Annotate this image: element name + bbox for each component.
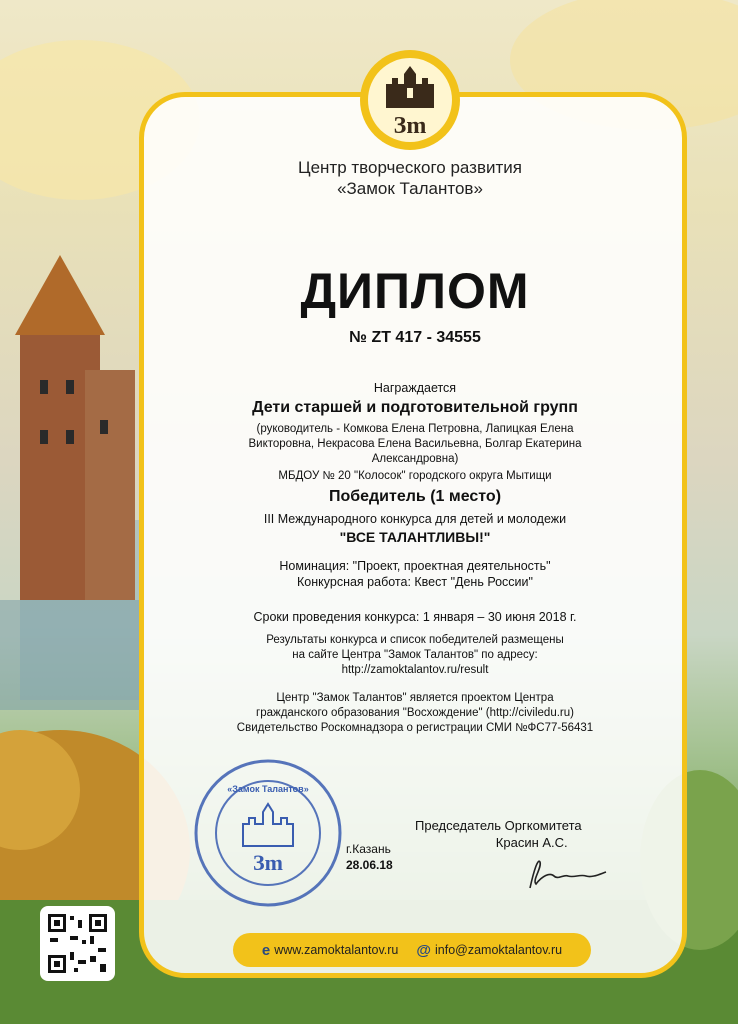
leaders <box>180 422 650 467</box>
results-info <box>180 633 650 678</box>
footer-email-text: info@zamoktalantov.ru <box>435 943 563 957</box>
diploma-title: ДИПЛОМ <box>300 263 530 319</box>
handwritten-signature <box>520 850 610 895</box>
leaders-line-1: (руководитель - Комкова Елена Петровна, Лапицкая Елена <box>256 423 574 435</box>
chairman-name: Красин А.С. <box>495 835 568 850</box>
about-line-2: гражданского образования "Восхождение" (http://civiledu.ru) <box>256 707 574 719</box>
castle-logo-icon <box>358 48 462 152</box>
results-line-1: Результаты конкурса и список победителей размещены <box>266 634 564 646</box>
organization-name <box>200 157 620 199</box>
contest-dates: Сроки проведения конкурса: 1 января – 30 июня 2018 г. <box>253 610 577 624</box>
nomination: Номинация: "Проект, проектная деятельность" <box>279 559 551 573</box>
results-line-2: на сайте Центра "Замок Талантов" по адресу: <box>292 649 538 661</box>
city: г.Казань <box>346 842 391 856</box>
recipient: Дети старшей и подготовительной групп <box>252 399 578 416</box>
place-and-date <box>346 841 393 873</box>
org-line-2: «Замок Талантов» <box>337 179 483 198</box>
contest-line: III Международного конкурса для детей и молодежи <box>263 512 567 526</box>
footer-site[interactable] <box>262 942 398 959</box>
svg-text:Зm: Зm <box>393 113 427 139</box>
round-stamp <box>193 758 343 908</box>
diploma-number: № ZT 417 - 34555 <box>349 329 481 346</box>
place: Победитель (1 место) <box>328 488 502 505</box>
org-line-1: Центр творческого развития <box>298 158 522 177</box>
issue-date: 28.06.18 <box>346 858 393 872</box>
footer-site-text: www.zamoktalantov.ru <box>274 943 399 957</box>
results-url: http://zamoktalantov.ru/result <box>341 664 489 676</box>
about-info <box>180 691 650 736</box>
footer-contacts <box>233 933 591 967</box>
qr-code-icon <box>40 906 115 981</box>
leaders-line-2: Викторовна, Некрасова Елена Васильевна, Болгар Екатерина <box>248 438 582 450</box>
svg-text:«Замок Талантов»: «Замок Талантов» <box>227 784 309 794</box>
school: МБДОУ № 20 "Колосок" городского округа Мытищи <box>278 470 552 482</box>
footer-email[interactable] <box>416 942 562 959</box>
leaders-line-3: Александровна) <box>371 453 459 465</box>
about-line-3: Свидетельство Роскомнадзора о регистрации СМИ №ФС77-56431 <box>236 722 594 734</box>
work-title: Конкурсная работа: Квест "День России" <box>297 575 533 589</box>
awarded-label: Награждается <box>373 381 457 395</box>
contest-name: "ВСЕ ТАЛАНТЛИВЫ!" <box>339 529 491 545</box>
chairman-block <box>415 817 582 851</box>
browser-icon: e <box>261 941 271 959</box>
chairman-title: Председатель Оргкомитета <box>415 818 582 833</box>
svg-text:Зm: Зm <box>253 850 283 875</box>
about-line-1: Центр "Замок Талантов" является проектом Центра <box>276 692 554 704</box>
email-icon: @ <box>416 941 431 959</box>
